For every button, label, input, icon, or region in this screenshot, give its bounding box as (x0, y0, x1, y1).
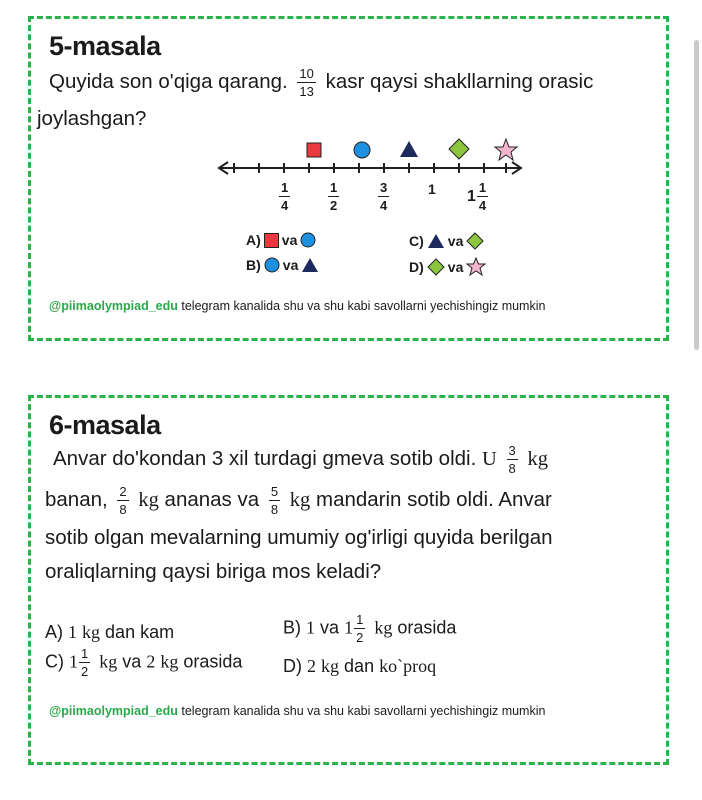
problem-5-footer: @piimaolympiad_edu telegram kanalida shu va shu kabi savollarni yechishingiz mumkin (49, 299, 546, 313)
option-b[interactable]: B) 1 va 1 $\frac{1}{2}$ kg orasida (283, 612, 457, 645)
problem-6-line3: sotib olgan mevalarning umumiy og'irligi quyida berilgan (45, 526, 553, 549)
problem-5-question-line1: Quyida son o'qiga qarang. $\frac{10}{13}$ kasr qaysi shakllarning orasic (49, 66, 594, 99)
red-square-icon (307, 143, 321, 157)
problem-6-title: 6-masala (49, 410, 161, 440)
nl-label-1-4: $\frac{1}{4}$ (281, 180, 289, 213)
problem-5-card (28, 16, 669, 341)
blue-circle-icon (354, 142, 370, 158)
option-d[interactable]: D) 2 kg dan ko`proq (283, 656, 437, 676)
problem-6-footer: @piimaolympiad_edu telegram kanalida shu va shu kabi savollarni yechishingiz mumkin (49, 704, 546, 718)
option-c[interactable]: C) va (409, 232, 484, 250)
nl-label-1: 1 (428, 181, 436, 197)
problem-6-line2: banan, $\frac{2}{8}$ kg ananas va $\frac{5}{8}$ kg mandarin sotib oldi. Anvar (45, 484, 552, 517)
telegram-handle-link[interactable]: @piimaolympiad_edu (49, 299, 178, 313)
telegram-handle-link[interactable]: @piimaolympiad_edu (49, 704, 178, 718)
blue-circle-icon (300, 232, 316, 248)
nl-label-1-2: $\frac{1}{2}$ (330, 180, 338, 213)
pink-star-icon (466, 257, 486, 276)
problem-6-line1: Anvar do'kondan 3 xil turdagi gmeva sotib oldi. U $\frac{3}{8}$ kg (53, 443, 548, 476)
problem-5-question-line2: joylashgan? (37, 107, 147, 130)
problem-5-title: 5-masala (49, 31, 161, 61)
navy-triangle-icon (400, 141, 418, 157)
green-diamond-icon (449, 139, 469, 159)
nl-label-3-4: $\frac{3}{4}$ (380, 180, 388, 213)
option-b[interactable]: B) va (246, 257, 319, 273)
problem-6-card (28, 395, 669, 765)
navy-triangle-icon (301, 257, 319, 273)
red-square-icon (264, 233, 279, 248)
fraction-10-13: $\frac{10}{13}$ (299, 66, 314, 99)
blue-circle-icon (264, 257, 280, 273)
green-diamond-icon (427, 258, 445, 276)
pink-star-icon (495, 139, 517, 160)
green-diamond-icon (466, 232, 484, 250)
navy-triangle-icon (427, 233, 445, 249)
option-c[interactable]: C) 1 $\frac{1}{2}$ kg va 2 kg orasida (45, 646, 243, 679)
scrollbar-thumb[interactable] (694, 40, 699, 350)
option-d[interactable]: D) va (409, 257, 486, 276)
option-a[interactable]: A) 1 kg dan kam (45, 622, 175, 642)
problem-6-line4: oraliqlarning qaysi biriga mos keladi? (45, 560, 382, 583)
nl-label-1-1-4: 1 $\frac{1}{4}$ (467, 180, 487, 213)
option-a[interactable]: A) va (246, 232, 316, 248)
